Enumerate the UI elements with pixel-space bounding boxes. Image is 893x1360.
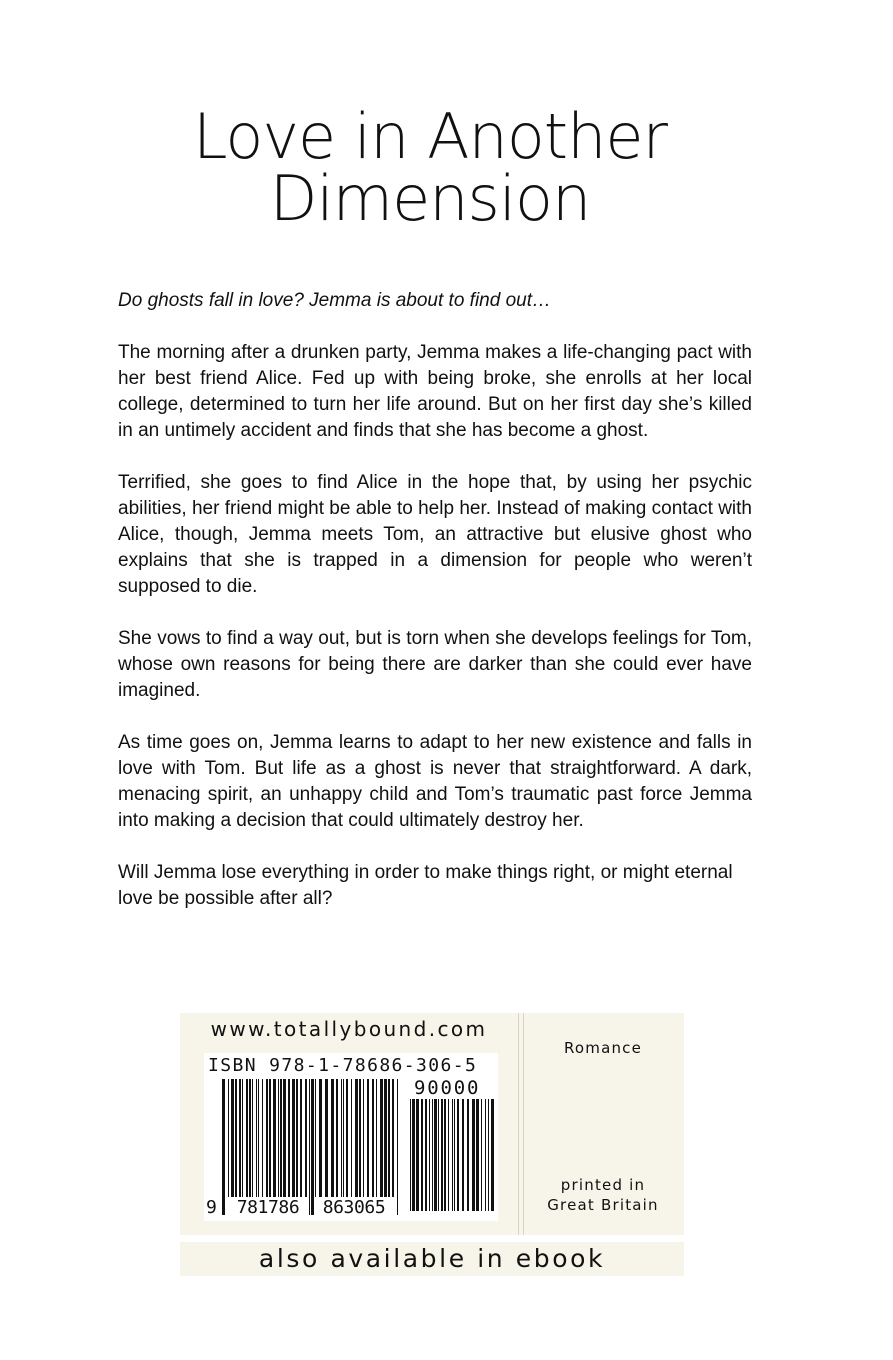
barcode-bar [432,1099,433,1211]
barcode-bar [242,1079,243,1201]
barcode-bar [462,1099,464,1211]
barcode-bar [491,1099,494,1211]
barcode-bar [311,1079,314,1215]
barcode-bar [355,1079,358,1201]
barcode-bar [331,1079,334,1201]
barcode-bar [231,1079,234,1201]
barcode-bar [410,1099,411,1211]
barcode-bar [266,1079,268,1201]
barcode-bar [448,1099,449,1211]
blurb-paragraph-4: As time goes on, Jemma learns to adapt to her new existence and falls in love with Tom. But life as a ghost is never that straightforward. A dark, menacing spirit, an unhappy child and Tom’s traumatic past force Jemma into making a decision that could ultimately destroy her. [118,732,752,831]
barcode-bar [262,1079,263,1201]
barcode-bar [392,1079,394,1215]
barcode-bar [296,1079,298,1201]
barcode-bar [246,1079,248,1201]
barcode-bar [376,1079,377,1201]
barcode-bar [441,1099,443,1211]
book-blurb [118,288,752,938]
barcode-bar [336,1079,338,1201]
barcode-bar [488,1099,489,1211]
barcode-bar [359,1079,361,1201]
barcode-box [204,1053,498,1221]
barcode-bar [363,1079,364,1201]
genre-label: Romance [563,1039,643,1057]
blurb-paragraph-2: Terrified, she goes to find Alice in the hope that, by using her psychic abilities, her friend might be able to help her. Instead of making contact with Alice, though, Jemma meets Tom, an attractive but elusive ghost who explains that she is trapped in a dimension for people who weren’t supposed to die. [118,472,752,597]
barcode-bar [416,1099,419,1211]
printed-in-label [522,1175,684,1215]
barcode-bar [412,1099,415,1211]
barcode-bar [300,1079,302,1201]
barcode-icon [222,1079,398,1215]
barcode-bar [283,1079,286,1201]
ean-digit-group-1: 781786 [228,1197,308,1218]
printed-in-line-1: printed in [560,1176,646,1194]
barcode-bar [452,1099,453,1211]
barcode-bar [388,1079,390,1201]
barcode-bar [249,1079,251,1201]
barcode-bar [346,1079,348,1201]
book-title-line-1: Love in Another [192,100,668,173]
barcode-bar [384,1079,387,1201]
barcode-bar [343,1079,344,1201]
printed-in-line-2: Great Britain [547,1196,659,1214]
barcode-bar [222,1079,225,1215]
barcode-bar [485,1099,486,1211]
barcode-bar [252,1079,253,1201]
book-title-line-2: Dimension [269,162,591,235]
barcode-bar [457,1099,459,1211]
barcode-bar [319,1079,322,1201]
barcode-bar [434,1099,437,1211]
barcode-bar [481,1099,482,1211]
ean-first-digit: 9 [206,1197,217,1218]
barcode-bar [258,1079,259,1201]
barcode-bar [278,1079,279,1201]
barcode-bar [325,1079,328,1201]
barcode-bar [425,1099,427,1211]
barcode-bar [288,1079,290,1201]
price-addon-number: 90000 [414,1077,481,1099]
barcode-bar [315,1079,316,1201]
barcode-panel [180,1013,684,1235]
ebook-availability-banner: also available in ebook [180,1242,684,1276]
barcode-bar [421,1099,423,1211]
barcode-bar [256,1079,257,1201]
barcode-bar [367,1079,369,1201]
blurb-paragraph-1: The morning after a drunken party, Jemma makes a life-changing pact with her best friend Alice. Fed up with being broke, she enrolls at her local college, determined to turn her life around. But on her first day she’s killed in an untimely accident and finds that she has become a ghost. [118,342,752,441]
barcode-bar [351,1079,352,1201]
blurb-paragraph-5: Will Jemma lose everything in order to make things right, or might eternal love be possible after all? [118,862,733,909]
addon-barcode-icon [410,1099,494,1211]
publisher-url: www.totallybound.com [210,1017,488,1041]
barcode-bar [305,1079,307,1201]
barcode-bar [273,1079,276,1201]
isbn-text: ISBN 978-1-78686-306-5 [208,1055,478,1076]
blurb-paragraph-3: She vows to find a way out, but is torn when she develops feelings for Tom, whose own reasons for being there are darker than she could ever have imagined. [118,628,752,701]
barcode-bar [467,1099,469,1211]
ean-digit-group-2: 863065 [314,1197,394,1218]
barcode-bar [429,1099,430,1211]
barcode-bar [280,1079,282,1201]
barcode-bar [438,1099,439,1211]
barcode-bar [397,1079,398,1215]
barcode-bar [380,1079,383,1201]
barcode-bar [444,1099,446,1211]
barcode-bar [292,1079,295,1201]
blurb-tagline: Do ghosts fall in love? Jemma is about to find out… [118,290,552,311]
barcode-bar [454,1099,455,1211]
barcode-bar [372,1079,374,1201]
barcode-bar [309,1079,310,1215]
barcode-bar [269,1079,271,1201]
book-title [0,100,860,235]
barcode-bar [476,1099,479,1211]
barcode-bar [472,1099,475,1211]
barcode-bar [228,1079,229,1201]
barcode-bar [235,1079,237,1201]
barcode-bar [341,1079,342,1201]
barcode-bar [239,1079,241,1201]
